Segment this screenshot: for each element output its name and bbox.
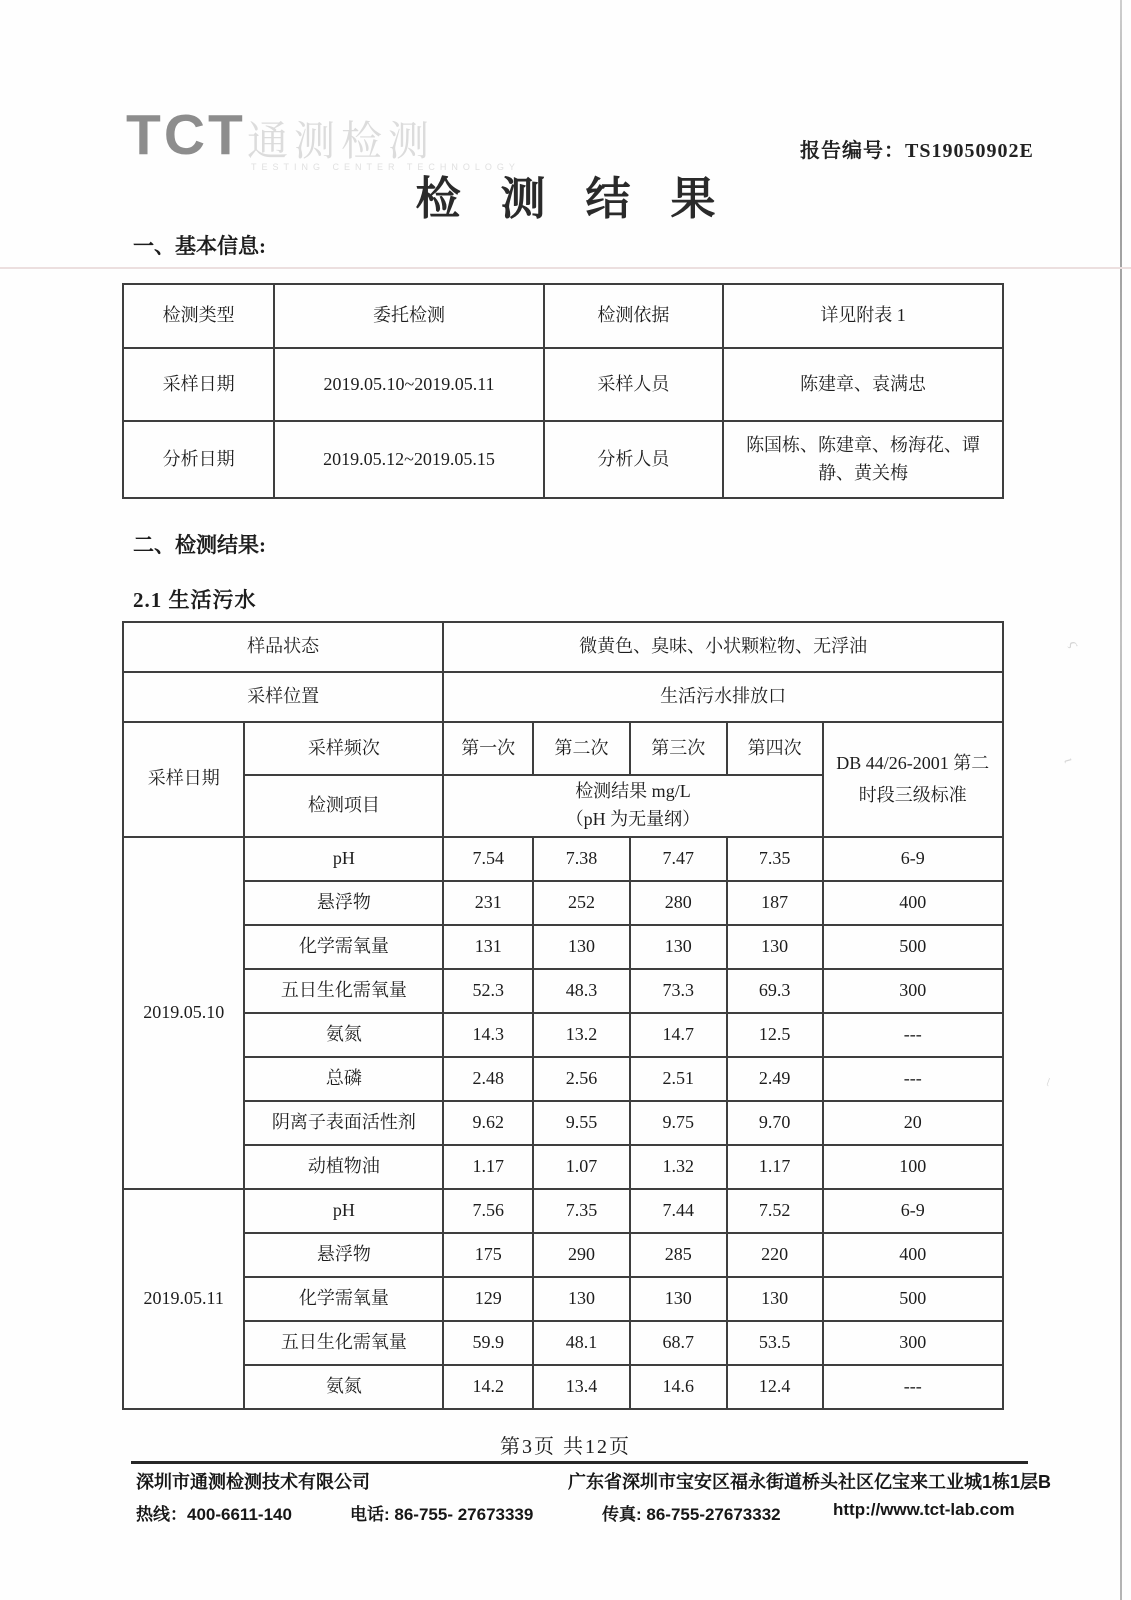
value-cell: 280 bbox=[630, 881, 727, 925]
item-cell: 化学需氧量 bbox=[244, 925, 443, 969]
footer-hotline: 热线：400-6611-140 bbox=[136, 1505, 292, 1524]
date-cell: 2019.05.11 bbox=[123, 1189, 244, 1409]
table-row bbox=[123, 421, 1003, 498]
value-cell: 130 bbox=[727, 1277, 823, 1321]
item-cell: 氨氮 bbox=[244, 1013, 443, 1057]
section-heading-basic-info: 一、基本信息: bbox=[133, 234, 266, 258]
standard-cell: 400 bbox=[823, 1233, 1003, 1277]
table-row bbox=[123, 1365, 1003, 1409]
frequency-header-cell: 采样频次 bbox=[244, 722, 443, 775]
item-cell: pH bbox=[244, 837, 443, 881]
scan-fold-line bbox=[0, 267, 1131, 269]
subsection-heading-sewage: 2.1 生活污水 bbox=[133, 588, 257, 612]
value-cell: 52.3 bbox=[443, 969, 533, 1013]
table-row bbox=[123, 1145, 1003, 1189]
report-number-value: TS19050902E bbox=[905, 140, 1034, 162]
value-cell: 9.55 bbox=[533, 1101, 630, 1145]
value-cell: 陈建章、袁满忠 bbox=[723, 348, 1003, 421]
standard-cell: 300 bbox=[823, 1321, 1003, 1365]
unit-line: 检测结果 mg/L bbox=[575, 781, 691, 801]
value-cell: 131 bbox=[443, 925, 533, 969]
item-cell: pH bbox=[244, 1189, 443, 1233]
tct-logo: TCT bbox=[126, 103, 246, 167]
value-cell: 231 bbox=[443, 881, 533, 925]
label-cell: 采样位置 bbox=[123, 672, 443, 722]
value-cell: 7.54 bbox=[443, 837, 533, 881]
value-cell: 1.32 bbox=[630, 1145, 727, 1189]
value-cell: 48.1 bbox=[533, 1321, 630, 1365]
value-cell: 285 bbox=[630, 1233, 727, 1277]
item-cell: 五日生化需氧量 bbox=[244, 969, 443, 1013]
label-cell: 检测类型 bbox=[123, 284, 274, 348]
basic-info-table bbox=[122, 283, 1004, 499]
page-number: 第3页 共12页 bbox=[500, 1436, 631, 1458]
standard-cell: 400 bbox=[823, 881, 1003, 925]
table-row bbox=[123, 1057, 1003, 1101]
standard-cell: 300 bbox=[823, 969, 1003, 1013]
table-row bbox=[123, 969, 1003, 1013]
value-cell: 220 bbox=[727, 1233, 823, 1277]
value-cell: 7.44 bbox=[630, 1189, 727, 1233]
table-row bbox=[123, 881, 1003, 925]
standard-cell: 500 bbox=[823, 925, 1003, 969]
label-cell: 分析日期 bbox=[123, 421, 274, 498]
table-row bbox=[123, 837, 1003, 881]
value-cell: 2019.05.12~2019.05.15 bbox=[274, 421, 543, 498]
value-cell: 7.35 bbox=[727, 837, 823, 881]
table-row bbox=[123, 1233, 1003, 1277]
value-cell: 12.5 bbox=[727, 1013, 823, 1057]
table-row bbox=[123, 622, 1003, 672]
table-row bbox=[123, 1101, 1003, 1145]
value-cell: 2019.05.10~2019.05.11 bbox=[274, 348, 543, 421]
standard-cell: --- bbox=[823, 1057, 1003, 1101]
value-cell: 2.48 bbox=[443, 1057, 533, 1101]
value-cell: 2.49 bbox=[727, 1057, 823, 1101]
results-table bbox=[122, 621, 1004, 1410]
standard-cell: 20 bbox=[823, 1101, 1003, 1145]
scan-artifact: ι bbox=[1060, 756, 1077, 765]
value-cell: 9.70 bbox=[727, 1101, 823, 1145]
standard-cell: 100 bbox=[823, 1145, 1003, 1189]
footer-website: http://www.tct-lab.com bbox=[833, 1500, 1015, 1519]
table-row bbox=[123, 1277, 1003, 1321]
value-cell: 73.3 bbox=[630, 969, 727, 1013]
tct-logo-chinese-text: 通测检测 bbox=[247, 118, 435, 164]
scan-artifact: ᶩ bbox=[1043, 1076, 1052, 1092]
value-cell: 14.2 bbox=[443, 1365, 533, 1409]
value-cell: 12.4 bbox=[727, 1365, 823, 1409]
footer-phone: 电话: 86-755- 27673339 bbox=[350, 1505, 534, 1524]
value-cell: 9.75 bbox=[630, 1101, 727, 1145]
footer-fax: 传真: 86-755-27673332 bbox=[602, 1505, 781, 1524]
value-cell: 175 bbox=[443, 1233, 533, 1277]
item-cell: 阴离子表面活性剂 bbox=[244, 1101, 443, 1145]
value-cell: 252 bbox=[533, 881, 630, 925]
table-row bbox=[123, 1013, 1003, 1057]
value-cell: 陈国栋、陈建章、杨海花、谭 静、黄关梅 bbox=[723, 421, 1003, 498]
label-cell: 采样人员 bbox=[544, 348, 724, 421]
value-cell: 130 bbox=[727, 925, 823, 969]
value-cell: 生活污水排放口 bbox=[443, 672, 1003, 722]
tct-logo-english-text: TESTING CENTER TECHNOLOGY bbox=[251, 162, 520, 172]
date-header-cell: 采样日期 bbox=[123, 722, 244, 837]
value-cell: 1.17 bbox=[727, 1145, 823, 1189]
value-cell: 7.38 bbox=[533, 837, 630, 881]
value-cell: 14.6 bbox=[630, 1365, 727, 1409]
value-cell: 7.35 bbox=[533, 1189, 630, 1233]
table-row bbox=[123, 1189, 1003, 1233]
label-cell: 分析人员 bbox=[544, 421, 724, 498]
item-cell: 化学需氧量 bbox=[244, 1277, 443, 1321]
table-row bbox=[123, 348, 1003, 421]
item-cell: 动植物油 bbox=[244, 1145, 443, 1189]
value-cell: 53.5 bbox=[727, 1321, 823, 1365]
time-header-cell: 第一次 bbox=[443, 722, 533, 775]
value-cell: 129 bbox=[443, 1277, 533, 1321]
standard-header-cell: DB 44/26-2001 第二时段三级标准 bbox=[823, 722, 1003, 837]
standard-cell: 6-9 bbox=[823, 837, 1003, 881]
value-cell: 2.56 bbox=[533, 1057, 630, 1101]
item-cell: 总磷 bbox=[244, 1057, 443, 1101]
item-cell: 悬浮物 bbox=[244, 1233, 443, 1277]
item-cell: 五日生化需氧量 bbox=[244, 1321, 443, 1365]
table-row bbox=[123, 284, 1003, 348]
time-header-cell: 第二次 bbox=[533, 722, 630, 775]
value-cell: 委托检测 bbox=[274, 284, 543, 348]
value-cell: 130 bbox=[533, 925, 630, 969]
report-number bbox=[800, 134, 1034, 163]
value-cell: 48.3 bbox=[533, 969, 630, 1013]
scan-edge-line bbox=[1120, 0, 1122, 1600]
standard-cell: 500 bbox=[823, 1277, 1003, 1321]
label-cell: 检测依据 bbox=[544, 284, 724, 348]
item-cell: 悬浮物 bbox=[244, 881, 443, 925]
value-cell: 9.62 bbox=[443, 1101, 533, 1145]
unit-line: （pH 为无量纲） bbox=[565, 808, 701, 829]
standard-cell: --- bbox=[823, 1365, 1003, 1409]
table-row bbox=[123, 925, 1003, 969]
item-cell: 氨氮 bbox=[244, 1365, 443, 1409]
value-cell: 详见附表 1 bbox=[723, 284, 1003, 348]
value-cell: 187 bbox=[727, 881, 823, 925]
footer-address: 广东省深圳市宝安区福永街道桥头社区亿宝来工业城1栋1层B bbox=[568, 1472, 1052, 1492]
item-header-cell: 检测项目 bbox=[244, 775, 443, 837]
standard-cell: 6-9 bbox=[823, 1189, 1003, 1233]
time-header-cell: 第三次 bbox=[630, 722, 727, 775]
table-row bbox=[123, 672, 1003, 722]
page-title: 检测结果 bbox=[415, 174, 756, 224]
footer-company-name: 深圳市通测检测技术有限公司 bbox=[136, 1472, 370, 1492]
value-cell: 7.56 bbox=[443, 1189, 533, 1233]
value-cell: 130 bbox=[630, 925, 727, 969]
value-cell: 1.17 bbox=[443, 1145, 533, 1189]
time-header-cell: 第四次 bbox=[727, 722, 823, 775]
table-row bbox=[123, 1321, 1003, 1365]
value-cell: 14.3 bbox=[443, 1013, 533, 1057]
standard-cell: --- bbox=[823, 1013, 1003, 1057]
value-cell: 68.7 bbox=[630, 1321, 727, 1365]
value-cell: 1.07 bbox=[533, 1145, 630, 1189]
value-cell: 2.51 bbox=[630, 1057, 727, 1101]
date-cell: 2019.05.10 bbox=[123, 837, 244, 1189]
footer-divider bbox=[131, 1461, 1028, 1464]
value-cell: 14.7 bbox=[630, 1013, 727, 1057]
label-cell: 采样日期 bbox=[123, 348, 274, 421]
unit-header-cell bbox=[443, 775, 822, 837]
value-cell: 59.9 bbox=[443, 1321, 533, 1365]
value-cell: 69.3 bbox=[727, 969, 823, 1013]
value-cell: 7.47 bbox=[630, 837, 727, 881]
scan-artifact: ϛ bbox=[1065, 639, 1083, 650]
section-heading-results: 二、检测结果: bbox=[133, 533, 266, 557]
label-cell: 样品状态 bbox=[123, 622, 443, 672]
value-cell: 13.2 bbox=[533, 1013, 630, 1057]
value-cell: 290 bbox=[533, 1233, 630, 1277]
table-header-row bbox=[123, 722, 1003, 775]
value-cell: 13.4 bbox=[533, 1365, 630, 1409]
report-number-label: 报告编号： bbox=[800, 140, 905, 162]
value-cell: 130 bbox=[533, 1277, 630, 1321]
value-cell: 7.52 bbox=[727, 1189, 823, 1233]
value-cell: 微黄色、臭味、小状颗粒物、无浮油 bbox=[443, 622, 1003, 672]
value-cell: 130 bbox=[630, 1277, 727, 1321]
